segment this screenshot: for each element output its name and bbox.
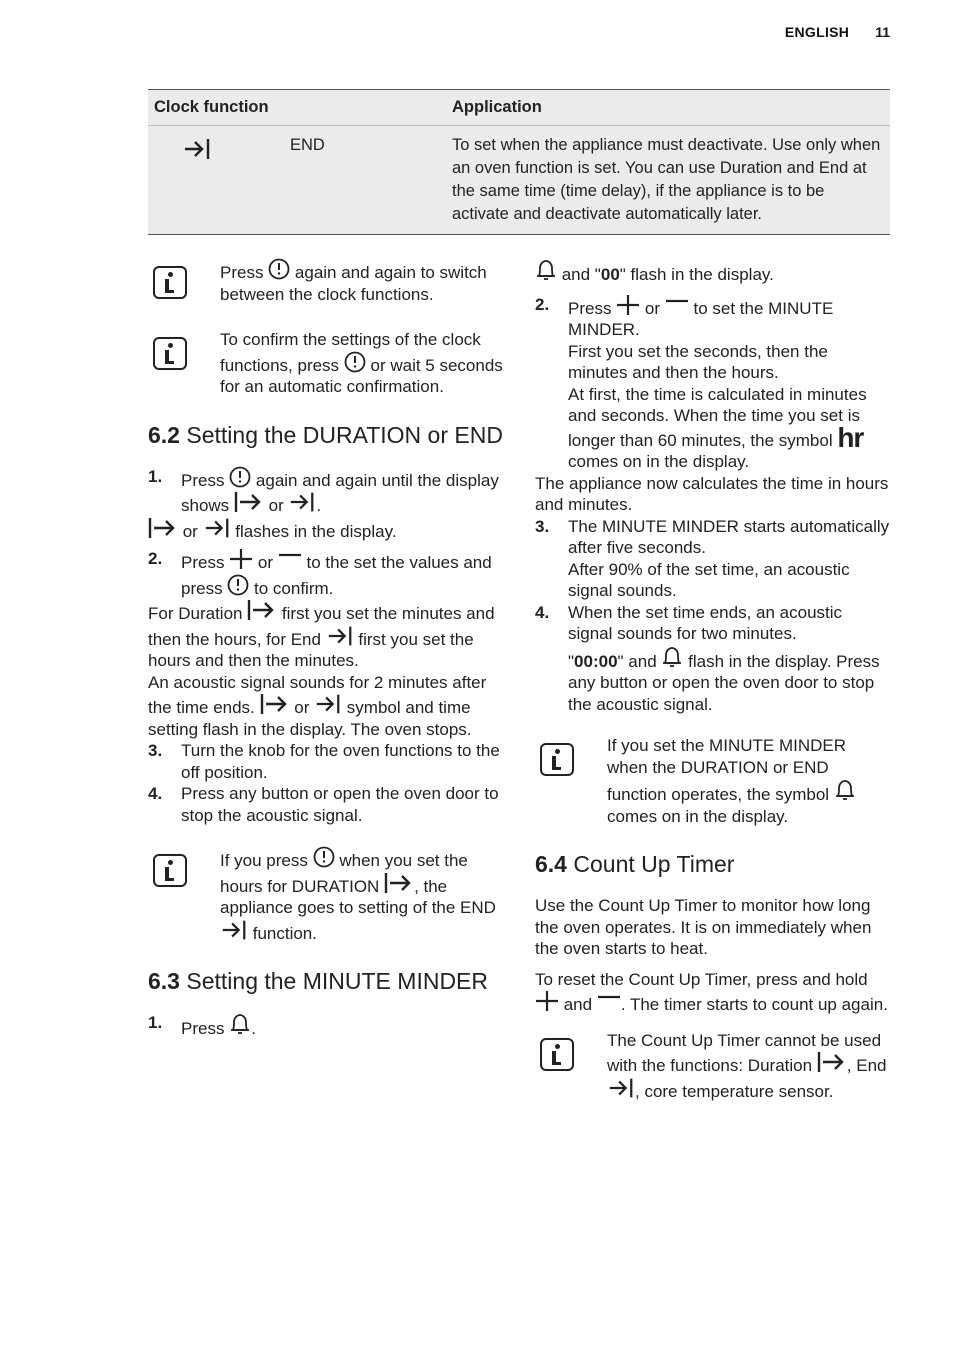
step-text: Turn the knob for the oven functions to the off position. <box>181 741 500 782</box>
clock-icon <box>313 846 335 868</box>
end-arrow-icon <box>326 625 354 647</box>
info-note <box>148 846 504 944</box>
duration-icon <box>234 491 264 513</box>
table-header-application: Application <box>446 90 890 126</box>
section-number: 6.4 <box>535 851 567 877</box>
step-text: Press <box>181 1019 230 1038</box>
clock-icon <box>227 574 249 596</box>
language-label: ENGLISH <box>784 24 850 40</box>
page-number: 11 <box>875 24 890 40</box>
duration-icon <box>260 693 290 715</box>
step-item <box>535 516 891 602</box>
paragraph-text: To reset the Count Up Timer, press and hold <box>535 969 868 989</box>
bell-icon <box>229 1012 251 1036</box>
paragraph-text: symbol and time setting flash in the display. The oven stops. <box>148 698 472 739</box>
paragraph-text: flashes in the display. <box>230 521 397 541</box>
step-number: 4. <box>148 784 163 803</box>
note-text: , core temperature sensor. <box>635 1081 834 1101</box>
end-arrow-icon <box>182 138 212 160</box>
info-note <box>535 1030 891 1103</box>
step-text: Press <box>568 298 617 318</box>
end-arrow-icon <box>607 1077 635 1099</box>
note-text: The Count Up Timer cannot be used with the functions: Duration <box>607 1030 882 1075</box>
paragraph-text: For Duration <box>148 604 248 623</box>
step-text: Press any button or open the oven door to stop the acoustic signal. <box>181 784 499 825</box>
paragraph <box>148 517 504 543</box>
step-item <box>148 740 504 783</box>
end-arrow-icon <box>288 491 316 513</box>
note-text: when you set the hours for DURATION <box>220 851 468 896</box>
end-icon-cell <box>148 125 284 234</box>
duration-icon <box>247 599 277 621</box>
paragraph <box>148 599 504 672</box>
info-icon <box>153 337 187 370</box>
bell-icon <box>834 778 856 802</box>
step-item <box>148 1012 504 1040</box>
paragraph-text: first you set the minutes and then the hours, for End <box>148 604 495 649</box>
section-number: 6.2 <box>148 421 180 448</box>
paragraph <box>535 969 891 1016</box>
info-note <box>535 735 891 827</box>
note-text: To confirm the settings of the clock functions, press <box>220 330 481 375</box>
note-text: again and again to switch between the clock functions. <box>220 263 487 304</box>
step-text: flash in the display. Press any button or open the oven door to stop the acoustic signal. <box>568 651 880 714</box>
function-name: END <box>284 125 446 234</box>
step-item <box>148 548 504 599</box>
paragraph-text: " flash in the display. <box>619 265 774 284</box>
step-text: to set the MINUTE MINDER. <box>568 298 834 339</box>
minus-icon <box>597 990 621 1012</box>
note-text: If you press <box>220 851 313 870</box>
note-text: function. <box>248 923 317 943</box>
paragraph-text: . The timer starts to count up again. <box>620 995 888 1014</box>
step-text: to the set the values and press <box>181 553 492 598</box>
info-icon <box>540 743 574 776</box>
info-icon <box>153 854 187 887</box>
plus-icon <box>535 990 559 1012</box>
section-heading-6-3 <box>148 968 504 995</box>
step-text: First you set the seconds, then the minutes and then the hours. <box>568 341 828 382</box>
paragraph: Use the Count Up Timer to monitor how long the oven operates. It is on immediately when the oven starts to heat. <box>535 896 872 958</box>
step-number: 1. <box>148 1013 163 1032</box>
table-row <box>148 125 890 234</box>
info-icon <box>540 1038 574 1071</box>
step-text: After 90% of the set time, an acoustic signal sounds. <box>568 559 850 600</box>
paragraph-text: and <box>559 995 597 1014</box>
paragraph: The appliance now calculates the time in hours and minutes. <box>535 473 889 514</box>
duration-icon <box>817 1051 847 1073</box>
step-text: again and again until the display shows <box>181 470 499 515</box>
step-text: Press <box>181 553 230 572</box>
end-arrow-icon <box>314 693 342 715</box>
display-value: 00 <box>600 265 620 284</box>
end-arrow-icon <box>203 517 231 539</box>
step-item <box>148 466 504 517</box>
section-title: Count Up Timer <box>573 851 735 877</box>
step-text: . <box>251 1019 256 1038</box>
step-text: or <box>253 553 278 572</box>
step-number: 2. <box>535 294 550 314</box>
bell-icon <box>661 645 683 669</box>
end-arrow-icon <box>220 919 248 941</box>
minus-icon <box>665 294 689 316</box>
section-number: 6.3 <box>148 968 180 994</box>
step-text: When the set time ends, an acoustic signal sounds for two minutes. <box>568 602 843 643</box>
display-value: 00:00 <box>574 651 618 671</box>
bell-icon <box>535 258 557 282</box>
step-text: comes on in the display. <box>568 452 750 471</box>
duration-icon <box>148 517 178 539</box>
right-column <box>535 258 891 1126</box>
paragraph-text: and " <box>557 265 601 284</box>
step-number: 1. <box>148 466 163 486</box>
plus-icon <box>229 548 253 570</box>
paragraph <box>535 258 891 286</box>
paragraph-text: or <box>178 521 203 541</box>
note-text: or wait 5 seconds for an automatic confirmation. <box>220 355 503 396</box>
step-item <box>535 602 891 716</box>
note-text: If you set the MINUTE MINDER when the DURATION or END function operates, the symbol <box>607 736 846 804</box>
clock-icon <box>229 466 251 488</box>
paragraph-text: An acoustic signal sounds for 2 minutes after the time ends. <box>148 672 487 717</box>
step-number: 2. <box>148 549 163 568</box>
step-text: Press <box>181 470 230 490</box>
hr-symbol: hr <box>837 421 864 453</box>
info-icon <box>153 266 187 299</box>
paragraph-text: or <box>289 698 315 717</box>
left-column <box>148 258 504 1040</box>
step-number: 3. <box>535 516 550 536</box>
step-text: " and <box>617 651 662 671</box>
clock-icon <box>344 351 366 373</box>
info-note <box>148 258 504 305</box>
step-text: The MINUTE MINDER starts automatically after five seconds. <box>568 516 890 557</box>
step-text: . <box>316 496 322 515</box>
plus-icon <box>616 294 640 316</box>
step-number: 3. <box>148 741 163 760</box>
duration-icon <box>384 872 414 894</box>
note-text: , End <box>846 1056 887 1075</box>
note-text: comes on in the display. <box>607 806 789 826</box>
minus-icon <box>278 548 302 570</box>
function-application: To set when the appliance must deactivate. Use only when an oven function is set. You can use Duration and End at the same time (time delay), if the appliance is to be activate and deactivate automatically later. <box>446 125 890 234</box>
step-text: or <box>263 496 289 515</box>
table-header-clock-function: Clock function <box>148 90 446 126</box>
page-header <box>785 22 890 44</box>
section-title: Setting the DURATION or END <box>186 421 503 448</box>
paragraph-text: first you set the hours and then the minutes. <box>148 629 474 670</box>
note-text: , the appliance goes to setting of the END <box>220 876 496 917</box>
step-number: 4. <box>535 602 550 622</box>
section-heading-6-4 <box>535 851 891 878</box>
step-text: At first, the time is calculated in minutes and seconds. When the time you set is longer than 60 minutes, the symbol <box>568 384 867 450</box>
section-heading-6-2 <box>148 422 504 449</box>
step-text: " <box>568 651 575 671</box>
step-item <box>535 294 891 473</box>
section-title: Setting the MINUTE MINDER <box>186 968 489 994</box>
clock-function-table <box>148 89 890 235</box>
paragraph <box>148 672 504 741</box>
note-text: Press <box>220 263 269 282</box>
clock-icon <box>268 258 290 280</box>
info-note <box>148 329 504 398</box>
step-text: to confirm. <box>249 578 334 598</box>
step-item <box>148 783 504 826</box>
step-text: or <box>640 298 665 318</box>
